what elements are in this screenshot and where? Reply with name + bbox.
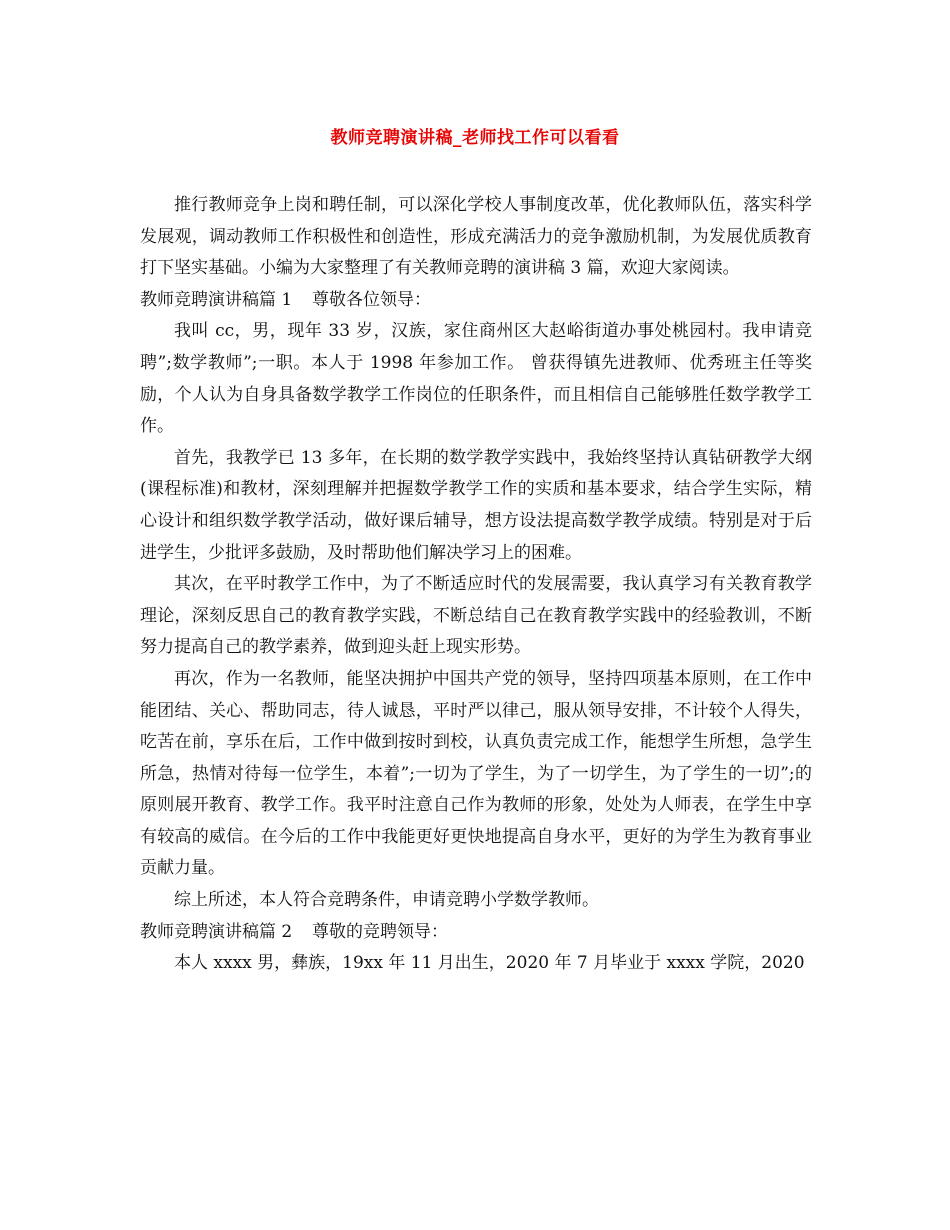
section-1-paragraph: 综上所述，本人符合竞聘条件，申请竞聘小学数学教师。: [174, 890, 599, 911]
section-1-salutation: 尊敬各位领导：: [312, 289, 431, 310]
section-1-paragraph: 我叫 cc，男，现年 33 岁，汉族，家住商州区大赵峪街道办事处桃园村。我申请竞聘”;数学教师”;一职。本人于 1998 年参加工作。 曾获得镇先进教师、优秀班主任等奖励，个人认为自身具备数学教学工作岗位的任职条件，而且相信自己能够胜任数学教学工作。: [140, 321, 812, 437]
section-2-heading: 教师竞聘演讲稿篇 2: [140, 921, 293, 942]
section-2-salutation: 尊敬的竞聘领导：: [312, 921, 448, 942]
section-1-paragraph: 再次，作为一名教师，能坚决拥护中国共产党的领导，坚持四项基本原则，在工作中能团结、关心、帮助同志，待人诚恳，平时严以律己，服从领导安排，不计较个人得失，吃苦在前，享乐在后，工作中做到按时到校，认真负责完成工作，能想学生所想，急学生所急，热情对待每一位学生，本着”;一切为了学生，为了一切学生，为了学生的一切”;的原则展开教育、教学工作。我平时注意自己作为教师的形象，处处为人师表，在学生中享有较高的威信。在今后的工作中我能更好更快地提高自身水平，更好的为学生为教育事业贡献力量。: [140, 668, 812, 879]
document-body: [140, 190, 812, 980]
section-1-heading: 教师竞聘演讲稿篇 1: [140, 289, 293, 310]
section-2-heading-line: [140, 917, 812, 949]
document-title: 教师竞聘演讲稿_老师找工作可以看看: [330, 128, 620, 148]
section-1-paragraph: 其次，在平时教学工作中，为了不断适应时代的发展需要，我认真学习有关教育教学理论，深刻反思自己的教育教学实践，不断总结自己在教育教学实践中的经验教训，不断努力提高自己的教学素养，做到迎头赶上现实形势。: [140, 574, 812, 658]
section-2-paragraph: 本人 xxxx 男，彝族，19xx 年 11 月出生，2020 年 7 月毕业于 xxxx 学院，2020: [174, 953, 805, 974]
section-1-heading-line: [140, 285, 812, 317]
intro-paragraph: 推行教师竞争上岗和聘任制，可以深化学校人事制度改革，优化教师队伍，落实科学发展观，调动教师工作积极性和创造性，形成充满活力的竞争激励机制，为发展优质教育打下坚实基础。小编为大家整理了有关教师竞聘的演讲稿 3 篇，欢迎大家阅读。: [140, 195, 812, 279]
section-1-paragraph: 首先，我教学已 13 多年，在长期的数学教学实践中，我始终坚持认真钻研教学大纲(课程标准)和教材，深刻理解并把握数学教学工作的实质和基本要求，结合学生实际，精心设计和组织数学教学活动，做好课后辅导，想方设法提高数学教学成绩。特别是对于后进学生，少批评多鼓励，及时帮助他们解决学习上的困难。: [140, 447, 812, 563]
